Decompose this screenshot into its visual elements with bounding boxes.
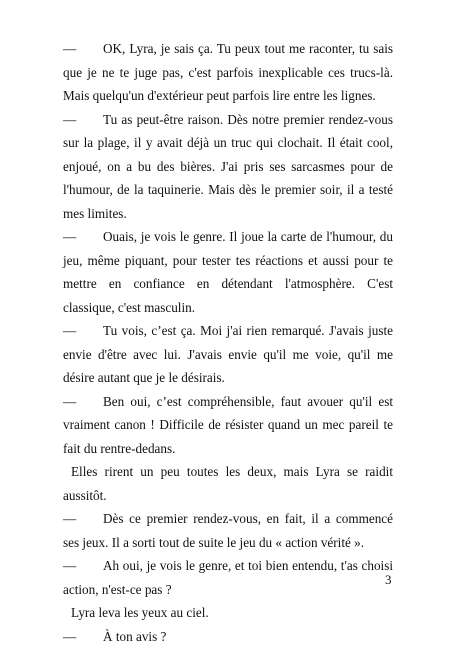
- page-number: 3: [385, 572, 392, 588]
- paragraph-text: Ben oui, c’est compréhensible, faut avouer qu'il est vraiment canon ! Difficile de résister quand un mec pareil te fait du rentre-dedans.: [63, 394, 393, 456]
- dialogue-dash: —: [63, 225, 103, 249]
- dialogue-paragraph: [63, 625, 393, 648]
- dialogue-paragraph: [63, 37, 393, 108]
- dialogue-dash: —: [63, 507, 103, 531]
- dialogue-dash: —: [63, 319, 103, 343]
- paragraph-text: OK, Lyra, je sais ça. Tu peux tout me raconter, tu sais que je ne te juge pas, c'est parfois inexplicable ces trucs-là. Mais quelqu'un d'extérieur peut parfois lire entre les lignes.: [63, 41, 393, 103]
- paragraph-text: Lyra leva les yeux au ciel.: [71, 605, 209, 620]
- paragraph-text: Elles rirent un peu toutes les deux, mais Lyra se raidit aussitôt.: [63, 464, 393, 503]
- paragraph-text: Dès ce premier rendez-vous, en fait, il a commencé ses jeux. Il a sorti tout de suite le jeu du « action vérité ».: [63, 511, 393, 550]
- body-text: [63, 37, 393, 648]
- paragraph-text: À ton avis ?: [103, 629, 166, 644]
- paragraph-text: Tu as peut-être raison. Dès notre premier rendez-vous sur la plage, il y avait déjà un truc qui clochait. Il était cool, enjoué, on a bu des bières. J'ai pris ses sarcasmes pour de l'humour, de la taquinerie. Mais dès le premier soir, il a testé mes limites.: [63, 112, 393, 221]
- dialogue-paragraph: [63, 108, 393, 226]
- dialogue-paragraph: [63, 225, 393, 319]
- paragraph-text: Ouais, je vois le genre. Il joue la carte de l'humour, du jeu, même piquant, pour tester tes réactions et aussi pour te mettre en confiance en détendant l'atmosphère. C'est classique, c'est masculin.: [63, 229, 393, 315]
- dialogue-dash: —: [63, 108, 103, 132]
- narration-paragraph: [63, 460, 393, 507]
- dialogue-dash: —: [63, 625, 103, 648]
- paragraph-text: Tu vois, c’est ça. Moi j'ai rien remarqué. J'avais juste envie d'être avec lui. J'avais envie qu'il me voie, qu'il me désire autant que je le désirais.: [63, 323, 393, 385]
- dialogue-paragraph: [63, 554, 393, 601]
- dialogue-dash: —: [63, 390, 103, 414]
- dialogue-dash: —: [63, 37, 103, 61]
- dialogue-paragraph: [63, 390, 393, 461]
- dialogue-paragraph: [63, 319, 393, 390]
- narration-paragraph: [63, 601, 393, 625]
- dialogue-dash: —: [63, 554, 103, 578]
- paragraph-text: Ah oui, je vois le genre, et toi bien entendu, t'as choisi action, n'est-ce pas ?: [63, 558, 393, 597]
- dialogue-paragraph: [63, 507, 393, 554]
